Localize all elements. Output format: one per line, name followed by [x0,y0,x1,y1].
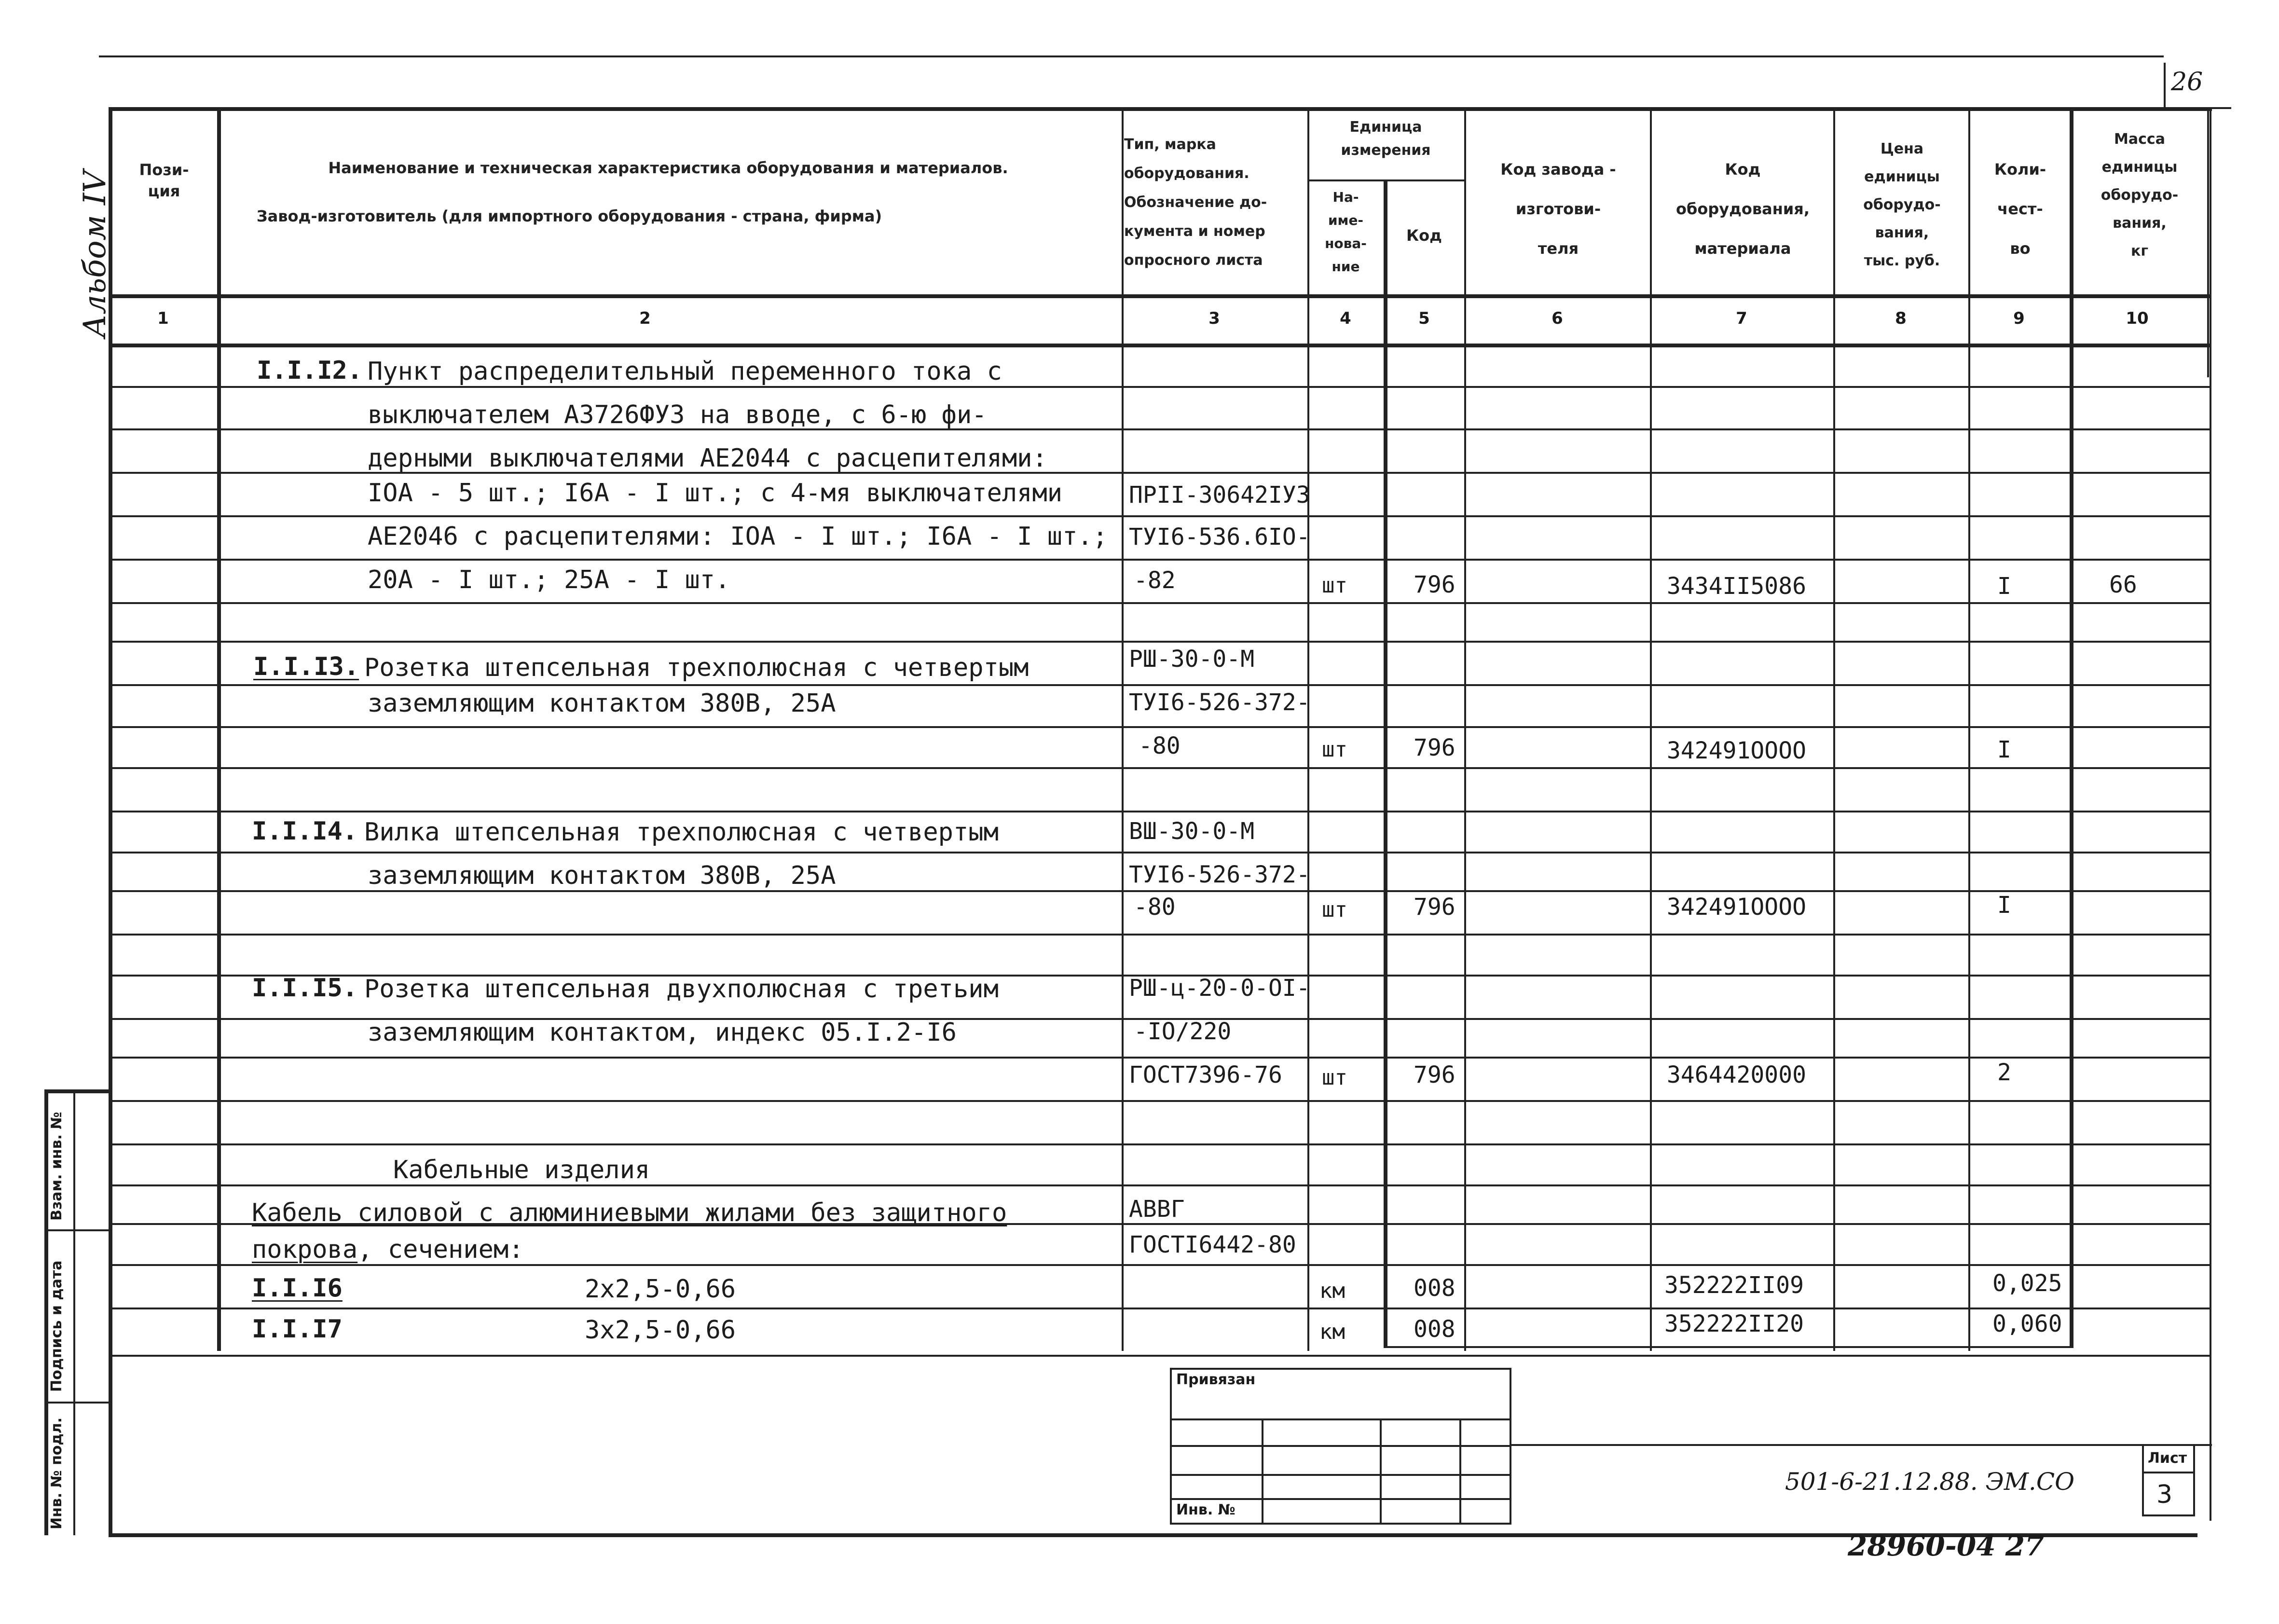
unit-code-cell: 796 [1414,894,1455,921]
description-line: Пункт распределительный переменного тока с [368,357,1002,386]
description-line: заземляющим контактом 380В, 25А [368,861,836,890]
position-i-i-i5: I.I.I5. [252,974,358,1003]
position-i-i-i3: I.I.I3. [253,652,359,681]
col-sep-5 [1464,107,1466,1351]
stamp-col [1262,1418,1263,1525]
quantity-cell: 0,025 [1992,1270,2062,1297]
position-i-i-i7: I.I.I7 [252,1315,343,1344]
equipment-code-cell: 3464420000 [1667,1061,1806,1088]
description-line: АЕ2046 с расцепителями: IOA - I шт.; I6A - I шт.; [368,522,1108,551]
col-sep-3 [1307,107,1309,1351]
header-col4: На- име- нова- ние [1325,189,1367,275]
col-number-4: 4 [1340,309,1351,328]
title-block-line [1511,1444,2212,1446]
row-line [109,641,2210,643]
numbers-bottom [109,344,2210,347]
type-cell: АВВГ [1129,1196,1185,1223]
header-col7: Код оборудования, материала [1676,160,1810,258]
cable-spec: 3x2,5-0,66 [585,1316,736,1345]
col-number-8: 8 [1895,309,1907,328]
col-number-3: 3 [1208,309,1220,328]
row-line [109,386,2210,388]
side-stamp-mid [73,1089,75,1535]
header-col8: Цена единицы оборудо- вания, тыс. руб. [1863,140,1941,269]
row-line [109,934,2210,936]
col-sep-4 [1384,179,1387,1347]
position-i-i-i2: I.I.I2. [257,356,363,385]
col-number-10: 10 [2126,309,2149,328]
row-line [109,1184,2210,1186]
page-number: 26 [2171,68,2203,96]
album-label: Альбом IV [77,170,113,338]
type-cell: -IO/220 [1134,1018,1232,1045]
sheet-box-divider [2142,1472,2195,1473]
cable-spec: 2x2,5-0,66 [585,1275,736,1304]
type-cell: РШ-ц-20-0-OI- [1129,975,1310,1002]
unit-cell: км [1319,1279,1345,1303]
description-line: Кабель силовой с алюминиевыми жилами без защитного [252,1198,1007,1227]
frame-right [2210,107,2211,1521]
type-cell: ТУI6-526-372- [1129,689,1310,716]
row-line [109,767,2210,769]
position-i-i-i6: I.I.I6 [252,1274,343,1303]
row-line [109,1100,2210,1102]
description-line: дерными выключателями АЕ2044 с расцепителями: [368,444,1047,473]
sheet-number: 3 [2156,1480,2173,1509]
equipment-code-cell: 342491OOOO [1667,894,1806,921]
type-cell: ГОСТI6442-80 [1129,1231,1296,1258]
row-line [109,602,2210,604]
type-cell: ПРII-30642IУ3 [1129,482,1310,509]
col-number-2: 2 [639,309,651,328]
description-rest: , сечением: [357,1235,524,1264]
quantity-cell: I [1997,573,2011,600]
col-number-9: 9 [2013,309,2025,328]
header-col10: Масса единицы оборудо- вания, кг [2101,131,2179,260]
description-line: заземляющим контактом 380В, 25А [368,689,836,718]
section-title: Кабельные изделия [393,1156,650,1184]
type-cell: ТУI6-536.6IO- [1129,523,1310,551]
type-cell: ВШ-30-0-М [1129,818,1255,845]
table-bottom [1384,1346,2073,1348]
unit-code-cell: 008 [1414,1275,1455,1302]
header-col2-line1: Наименование и техническая характеристика оборудования и материалов. [328,159,1008,177]
sheet-label: Лист [2148,1450,2187,1467]
type-cell: ГОСТ7396-76 [1129,1061,1282,1088]
header-col3: Тип, марка оборудования. Обозначение до- кумента и номер опросного листа [1124,136,1267,269]
row-line [109,1307,2210,1309]
side-stamp-top [44,1089,110,1093]
mass-cell: 66 [2109,571,2137,598]
type-cell: ТУI6-526-372- [1129,861,1310,888]
quantity-cell: I [1997,736,2011,763]
type-cell: РШ-30-0-М [1129,646,1255,673]
unit-cell: км [1319,1320,1345,1344]
header-bottom [109,294,2210,298]
col-sep-10 [2207,107,2209,377]
col-number-5: 5 [1418,309,1430,328]
col-sep-7 [1833,107,1835,1351]
row-line [109,852,2210,853]
position-i-i-i4: I.I.I4. [252,817,358,846]
equipment-code-cell: 352222II09 [1664,1272,1804,1299]
row-line [109,515,2210,517]
col-sep-8 [1968,107,1970,1351]
quantity-cell: 0,060 [1992,1310,2062,1337]
stamp-col [1459,1418,1461,1525]
description-line: 20A - I шт.; 25A - I шт. [368,565,730,594]
type-cell: -80 [1134,894,1176,921]
header-col9: Коли- чест- во [1994,160,2046,258]
col-number-1: 1 [157,309,169,328]
frame-top [109,107,2212,111]
header-col2-line2: Завод-изготовитель (для импортного оборудования - страна, фирма) [256,207,882,225]
row-line [109,811,2210,812]
row-line [109,684,2210,686]
header-unit-group: Единица измерения [1341,119,1431,159]
unit-cell: шт [1322,897,1347,922]
row-line [109,1143,2210,1145]
quantity-cell: 2 [1997,1059,2011,1086]
unit-cell: шт [1322,1065,1347,1090]
unit-code-cell: 796 [1414,734,1455,761]
row-line [109,890,2210,892]
description-line: выключателем А3726ФУ3 на вводе, с 6-ю фи- [368,400,987,429]
description-bold: покрова [252,1235,358,1264]
page-number-box-left [2164,63,2166,109]
row-line [109,559,2210,561]
col-sep-6 [1650,107,1652,1351]
header-col5: Код [1406,226,1442,245]
side-label-podpis: Подпись и дата [48,1260,65,1392]
document-code: 501-6-21.12.88. ЭМ.СО [1785,1468,2075,1496]
unit-group-divider [1307,179,1464,181]
unit-code-cell: 008 [1414,1316,1455,1343]
col-sep-1 [217,107,221,1351]
type-cell: -80 [1139,732,1181,759]
stamp-col [1380,1418,1382,1525]
description-line: Розетка штепсельная трехполюсная с четвертым [364,653,1029,682]
top-rule [99,55,2164,57]
header-col1: Пози- ция [139,161,189,200]
inv-number-label: Инв. № [1176,1501,1236,1518]
equipment-code-cell: 352222II20 [1664,1310,1804,1337]
equipment-code-cell: 3434II5086 [1667,573,1806,600]
col-number-6: 6 [1551,309,1563,328]
side-label-vzam: Взам. инв. № [48,1112,65,1221]
row-line [109,726,2210,728]
description-line [252,1235,524,1264]
description-line: Розетка штепсельная двухполюсная с третьим [364,975,999,1004]
unit-code-cell: 796 [1414,571,1455,598]
side-stamp-left [44,1089,48,1535]
body-bottom [109,1355,2210,1357]
description-line: IOA - 5 шт.; I6A - I шт.; с 4-мя выключателями [368,479,1063,508]
row-line [109,1057,2210,1059]
binding-stamp-title: Привязан [1176,1371,1256,1388]
col-sep-2 [1122,107,1124,1351]
quantity-cell: I [1997,892,2011,919]
side-stamp-div1 [44,1229,110,1231]
col-number-7: 7 [1736,309,1747,328]
row-line [109,1264,2210,1266]
description-line: заземляющим контактом, индекс 05.I.2-I6 [368,1018,957,1047]
side-stamp-div2 [44,1402,110,1404]
unit-cell: шт [1322,573,1347,598]
type-cell: -82 [1134,567,1176,594]
equipment-code-cell: 342491OOOO [1667,737,1806,764]
frame-left [109,107,112,1535]
header-col6: Код завода - изготови- теля [1500,160,1616,258]
unit-cell: шт [1322,737,1347,762]
side-label-inv-podl: Инв. № подл. [48,1417,65,1529]
unit-code-cell: 796 [1414,1061,1455,1088]
archive-number: 28960-04 27 [1848,1529,2045,1562]
description-line: Вилка штепсельная трехполюсная с четвертым [364,818,999,847]
